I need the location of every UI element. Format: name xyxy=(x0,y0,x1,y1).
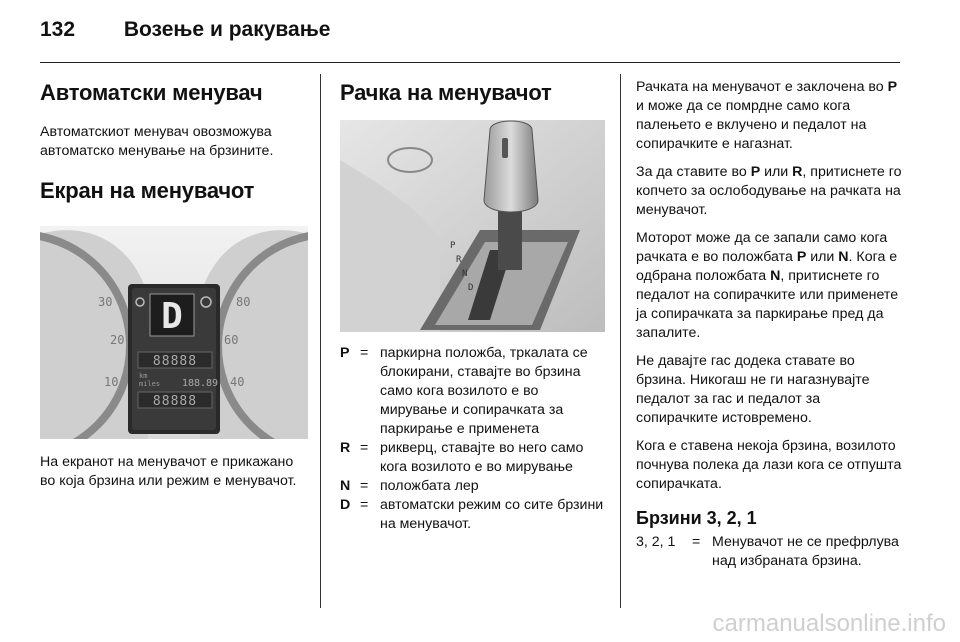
column-1 xyxy=(40,80,308,491)
gauge-label: 60 xyxy=(224,333,239,347)
svg-text:88888: 88888 xyxy=(152,354,198,369)
odometer: 188.89 xyxy=(181,378,219,389)
gears-title: Брзини 3, 2, 1 xyxy=(636,508,757,528)
automatic-transmission-title: Автоматски менувач xyxy=(40,80,263,105)
section-title: Возење и ракување xyxy=(123,18,331,41)
intro-text: Автоматскиот менувач овозможува автоматско менување на брзините. xyxy=(40,124,274,159)
column-2 xyxy=(340,80,605,534)
engine-start-paragraph: Моторот може да се запали само кога рачката е во положбата P или N. Кога е одбрана положбата N, притиснете го педалот на сопирачките или применете ја сопирачката за паркирање пред да запалите. xyxy=(636,230,899,341)
lever-lock-paragraph: Рачката на менувачот е заклочена во P и може да се помрдне само кога палењето е вклучено и педалот на сопирачките е нагазнат. xyxy=(636,79,898,152)
gears-definition: 3, 2, 1 = Менувачот не се префрлува над избраната брзина. xyxy=(636,534,899,569)
column-3 xyxy=(636,78,906,571)
gauge-label: 80 xyxy=(236,295,251,309)
column-divider-2 xyxy=(620,74,621,608)
definition-p: P = паркирна положба, тркалата се блокирани, ставајте во брзина само кога возилото е во мирување и сопирачката за паркирање е применета xyxy=(340,345,588,437)
definition-r: R = рикверц, ставајте во него само кога возилото е во мирување xyxy=(340,440,584,475)
gate-letter-r: R xyxy=(456,255,462,265)
page-header xyxy=(40,18,330,42)
release-button-paragraph: За да ставите во P или R, притиснете го копчето за ослободување на рачката на менувачот. xyxy=(636,164,902,218)
selector-lever-figure xyxy=(340,120,605,332)
gate-letter-p: P xyxy=(450,241,456,251)
definition-d: D = автоматски режим со сите брзини на менувачот. xyxy=(340,497,604,532)
column-divider-1 xyxy=(320,74,321,608)
page-number: 132 xyxy=(40,18,76,41)
gate-letter-d: D xyxy=(468,283,474,293)
gate-letter-n: N xyxy=(462,269,468,279)
creep-paragraph: Кога е ставена некоја брзина, возилото почнува полека да лази кога се отпушта сопирачката. xyxy=(636,438,902,492)
accelerator-warning-paragraph: Не давајте гас додека ставате во брзина. Никогаш не ги нагазнувајте педалот за гас и педалот за сопирачките истовремено. xyxy=(636,353,870,426)
definition-n: N = положбата лер xyxy=(340,478,479,494)
gauge-label: 10 xyxy=(104,375,119,389)
header-rule xyxy=(40,62,900,63)
display-caption: На екранот на менувачот е прикажано во која брзина или режим е менувачот. xyxy=(40,454,297,489)
gear-indicator: D xyxy=(161,296,183,337)
display-title: Екран на менувачот xyxy=(40,178,255,203)
gauge-label: 20 xyxy=(110,333,125,347)
gauge-label: 30 xyxy=(98,295,113,309)
selector-lever-title: Рачка на менувачот xyxy=(340,80,552,105)
unit-km: km xyxy=(139,372,148,380)
watermark: carmanualsonline.info xyxy=(712,610,946,637)
svg-text:88888: 88888 xyxy=(152,394,198,409)
gear-definitions xyxy=(340,344,605,534)
transmission-display-figure xyxy=(40,226,308,439)
unit-miles: miles xyxy=(139,380,161,388)
gauge-label: 40 xyxy=(230,375,245,389)
